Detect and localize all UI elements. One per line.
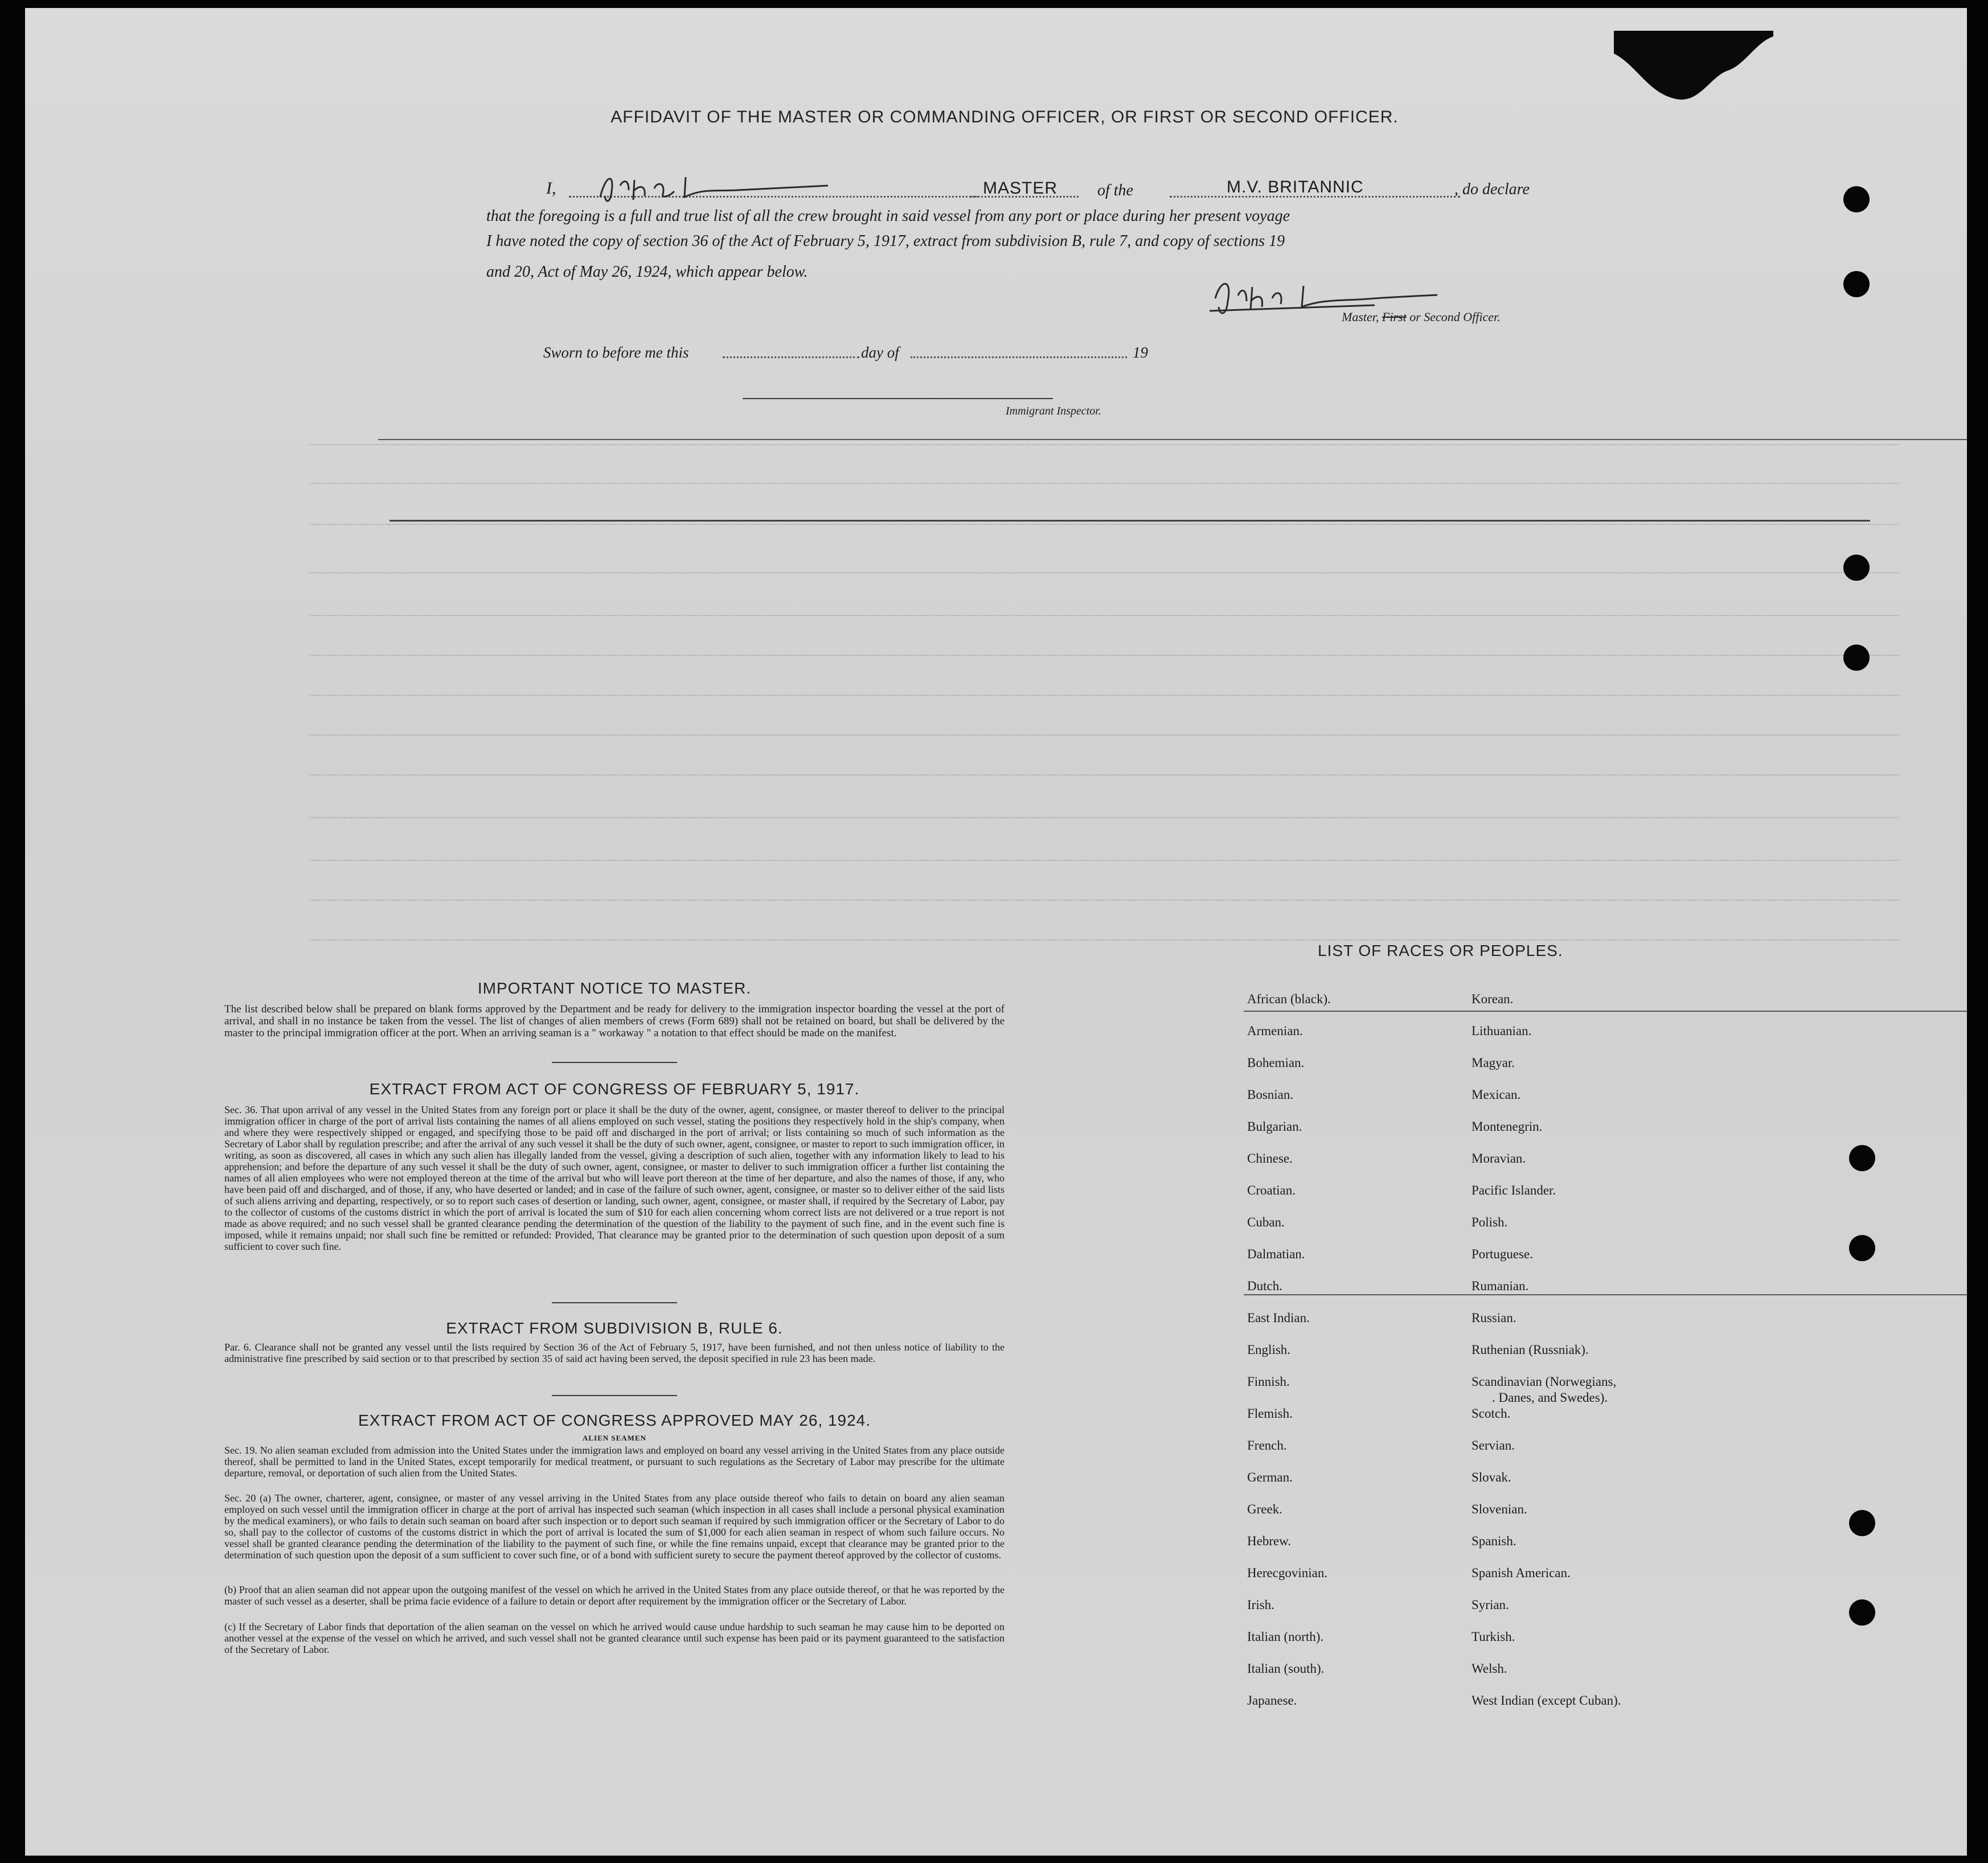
- section-divider: [552, 1395, 677, 1396]
- race-left: German.: [1247, 1470, 1293, 1484]
- extract-1924-section-19: Sec. 19. No alien seaman excluded from admission into the United States under the immigration laws and employed on board any vessel arriving in the United States from any place outside thereof, shall be permitted to land in the United States, except temporarily for medical treatment, or pursuant to such regulations as the Secretary of Labor may prescribe for the ultimate departure, removal, or deportation of such alien from the United States.: [224, 1445, 1005, 1479]
- officer-caption: [1342, 310, 1501, 325]
- affidavit-line-2: that the foregoing is a full and true list of all the crew brought in said vessel from any port or place during her present voyage: [486, 207, 1290, 225]
- bleed-through-row: [310, 640, 1899, 656]
- race-right: Moravian.: [1471, 1151, 1526, 1166]
- race-right: Montenegrin.: [1471, 1119, 1543, 1134]
- rank-value: MASTER: [983, 179, 1058, 198]
- race-left: Greek.: [1247, 1502, 1282, 1516]
- race-left: Italian (north).: [1247, 1630, 1324, 1644]
- extract-1924-section-20c: (c) If the Secretary of Labor finds that deportation of the alien seaman on the vessel on which he arrived would cause undue hardship to such seaman he may cause him to be deported on another vessel at the expense of the vessel on which he arrived, and such vessel shall not be granted clearance until such expense has been paid or its payment guaranteed to the satisfaction of the Secretary of Labor.: [224, 1621, 1005, 1655]
- notice-title: IMPORTANT NOTICE TO MASTER.: [477, 979, 752, 997]
- officer-suffix: or Second Officer.: [1409, 310, 1501, 324]
- race-left: Chinese.: [1247, 1151, 1293, 1166]
- extract-1917-title: EXTRACT FROM ACT OF CONGRESS OF FEBRUARY 5, 1917.: [369, 1080, 860, 1098]
- race-right: Mexican.: [1471, 1088, 1521, 1102]
- race-right: Russian.: [1471, 1311, 1516, 1325]
- race-left: Irish.: [1247, 1598, 1274, 1612]
- punch-hole: [1849, 1235, 1875, 1261]
- race-right: Scotch.: [1471, 1406, 1511, 1421]
- bleed-through-row: [310, 845, 1899, 861]
- year-label: 19: [1133, 344, 1148, 361]
- horizontal-rule: [1244, 1011, 1967, 1012]
- race-left: Flemish.: [1247, 1406, 1293, 1421]
- rank-blank: [970, 196, 1079, 198]
- race-right: Turkish.: [1471, 1630, 1515, 1644]
- do-declare-label: , do declare: [1454, 180, 1530, 198]
- bleed-through-row: [310, 468, 1899, 484]
- race-right: Spanish American.: [1471, 1566, 1571, 1580]
- race-right-continuation: . Danes, and Swedes).: [1492, 1390, 1608, 1405]
- race-right: Lithuanian.: [1471, 1024, 1532, 1038]
- race-right: Syrian.: [1471, 1598, 1509, 1612]
- race-left: Dalmatian.: [1247, 1247, 1305, 1261]
- officer-struck: First: [1382, 310, 1407, 324]
- race-right: Scandinavian (Norwegians,: [1471, 1374, 1617, 1389]
- affidavit-line-3: I have noted the copy of section 36 of the Act of February 5, 1917, extract from subdivision B, rule 7, and copy of sections 19: [486, 232, 1285, 250]
- punch-hole: [1843, 186, 1870, 212]
- race-right: Slovenian.: [1471, 1502, 1527, 1516]
- race-left: Croatian.: [1247, 1183, 1296, 1197]
- race-right: Pacific Islander.: [1471, 1183, 1556, 1197]
- race-left: Bulgarian.: [1247, 1119, 1302, 1134]
- race-right: West Indian (except Cuban).: [1471, 1693, 1621, 1708]
- race-left: English.: [1247, 1343, 1291, 1357]
- race-left: African (black).: [1247, 992, 1331, 1006]
- race-left: Hebrew.: [1247, 1534, 1292, 1548]
- punch-hole: [1849, 1510, 1875, 1536]
- bleed-through-row: [310, 802, 1899, 818]
- race-left: East Indian.: [1247, 1311, 1310, 1325]
- affidavit-i: I,: [546, 179, 556, 198]
- torn-corner-mark: [1614, 31, 1773, 110]
- day-of-label: day of: [861, 344, 899, 361]
- sworn-label: Sworn to before me this: [543, 344, 689, 361]
- race-left: Finnish.: [1247, 1374, 1290, 1389]
- bleed-through-row: [310, 600, 1899, 616]
- bleed-through-row: [310, 925, 1899, 941]
- section-divider: [552, 1302, 677, 1303]
- inspector-label: Immigrant Inspector.: [1006, 405, 1101, 417]
- race-left: French.: [1247, 1438, 1287, 1452]
- section-divider: [552, 1062, 677, 1063]
- race-right: Korean.: [1471, 992, 1514, 1006]
- race-right: Ruthenian (Russniak).: [1471, 1343, 1589, 1357]
- horizontal-rule: [390, 520, 1870, 522]
- race-right: Magyar.: [1471, 1056, 1515, 1070]
- race-left: Cuban.: [1247, 1215, 1285, 1229]
- punch-hole: [1849, 1599, 1875, 1626]
- document-page: [25, 8, 1967, 1856]
- race-right: Rumanian.: [1471, 1279, 1529, 1293]
- sworn-month-blank: [911, 356, 1127, 358]
- punch-hole: [1843, 645, 1870, 671]
- notice-body: The list described below shall be prepared on blank forms approved by the Department and be ready for delivery to the immigration inspector boarding the vessel at the port of arrival, and shall in no instance be taken from the vessel. The list of changes of alien members of crews (Form 689) shall not be retained on board, but shall be delivered by the master to the principal immigration officer at the port. When an arriving seaman is a " workaway " a notation to that effect should be made on the manifest.: [224, 1003, 1005, 1039]
- extract-1924-subtitle: ALIEN SEAMEN: [582, 1434, 647, 1442]
- bleed-through-row: [310, 760, 1899, 775]
- bleed-through-row: [310, 720, 1899, 736]
- race-left: Japanese.: [1247, 1693, 1297, 1708]
- extract-1924-section-20b: (b) Proof that an alien seaman did not appear upon the outgoing manifest of the vessel on which he arrived in the United States from any place outside thereof, or that he was reported by the master of such vessel as a deserter, shall be prima facie evidence of a failure to detain or deport after requirement by the immigration officer or the Secretary of Labor.: [224, 1584, 1005, 1607]
- extract-1924-title: EXTRACT FROM ACT OF CONGRESS APPROVED MAY 26, 1924.: [358, 1411, 871, 1429]
- extract-1917-body: Sec. 36. That upon arrival of any vessel in the United States from any foreign port or place it shall be the duty of the owner, agent, consignee, or master thereof to deliver to the principal immigration officer in charge of the port of arrival lists containing the names of all aliens employed on such vessel, stating the positions they respectively hold in the ship's company, when and where they were respectively shipped or engaged, and specifying those to be paid off and discharged in the port of arrival; or lists containing so much of such information as the Secretary of Labor shall by regulation prescribe; and after the arrival of any such vessel it shall be the duty of such owner, agent, consignee, or master to report to such immigration officer, in writing, as soon as discovered, all cases in which any such alien has illegally landed from the vessel, giving a description of such alien, together with any information likely to lead to his apprehension; and before the departure of any such vessel it shall be the duty of such owner, agent, consignee, or master to deliver to such immigration officer a further list containing the names of all alien employees who were not employed thereon at the time of the arrival but who will leave port thereon at the time of her departure, and also the names of those, if any, who have been paid off and discharged, and of those, if any, who have deserted or landed; and in case of the failure of such owner, agent, consignee, or master so to deliver either of the said lists of such aliens arriving and departing, respectively, or so to report such cases of desertion or landing, such owner, agent, consignee, or master shall, if required by the Secretary of Labor, pay to the collector of customs of the customs district in which the port of arrival is located the sum of $10 for each alien concerning whom correct lists are not delivered or a true report is not made as above required; and no such vessel shall be granted clearance pending the determination of the question of the liability to the payment of such fine, and in the event such fine is imposed, while it remains unpaid; nor shall such fine be remitted or refunded: Provided, That clearance may be granted prior to the determination of such question upon deposit of a sum sufficient to cover such fine.: [224, 1104, 1005, 1252]
- inspector-signature-line: [743, 398, 1053, 399]
- vessel-value: M.V. BRITANNIC: [1227, 178, 1364, 196]
- races-title: LIST OF RACES OR PEOPLES.: [1318, 942, 1563, 959]
- race-right: Slovak.: [1471, 1470, 1511, 1484]
- sworn-day-blank: [723, 356, 859, 358]
- bleed-through-row: [310, 509, 1899, 525]
- punch-hole: [1843, 555, 1870, 581]
- extract-rule6-body: Par. 6. Clearance shall not be granted any vessel until the lists required by Section 36 of the Act of February 5, 1917, have been furnished, and not then unless notice of liability to the administrative fine prescribed by said section or to that prescribed by section 35 of said act having been served, the deposit specified in rule 23 has been made.: [224, 1341, 1005, 1364]
- bleed-through-row: [310, 429, 1899, 445]
- race-left: Dutch.: [1247, 1279, 1282, 1293]
- extract-rule6-title: EXTRACT FROM SUBDIVISION B, RULE 6.: [446, 1319, 783, 1337]
- race-right: Portuguese.: [1471, 1247, 1533, 1261]
- race-right: Servian.: [1471, 1438, 1515, 1452]
- race-left: Herecgovinian.: [1247, 1566, 1328, 1580]
- extract-1924-section-20a: Sec. 20 (a) The owner, charterer, agent, consignee, or master of any vessel arriving in the United States from any place outside thereof who fails to detain on board any alien seaman employed on such vessel until the immigration officer in charge at the port of arrival has inspected such seaman (which inspection in all cases shall include a personal physical examination by the medical examiners), or who fails to detain such seaman on board after such inspection or to deport such seaman if required by such immigration officer or the Secretary of Labor to do so, shall pay to the collector of customs of the customs district in which the port of arrival is located the sum of $1,000 for each alien seaman in respect of whom such failure occurs. No vessel shall be granted clearance pending the determination of the liability to the payment of such fine, or while the fine remains unpaid, except that clearance may be granted prior to the determination of such question upon the deposit of a sum sufficient to cover such fine, or of a bond with sufficient surety to secure the payment thereof approved by the collector of customs.: [224, 1492, 1005, 1561]
- race-left: Bohemian.: [1247, 1056, 1305, 1070]
- bleed-through-row: [310, 885, 1899, 901]
- horizontal-rule: [378, 439, 1967, 440]
- race-left: Bosnian.: [1247, 1088, 1294, 1102]
- race-right: Polish.: [1471, 1215, 1508, 1229]
- affidavit-title: AFFIDAVIT OF THE MASTER OR COMMANDING OFFICER, OR FIRST OR SECOND OFFICER.: [610, 108, 1399, 126]
- punch-hole: [1849, 1145, 1875, 1171]
- of-the-label: of the: [1097, 182, 1133, 199]
- affidavit-line-4: and 20, Act of May 26, 1924, which appear below.: [486, 263, 808, 281]
- race-left: Armenian.: [1247, 1024, 1303, 1038]
- race-right: Welsh.: [1471, 1661, 1507, 1676]
- race-right: Spanish.: [1471, 1534, 1516, 1548]
- bleed-through-row: [310, 680, 1899, 696]
- race-left: Italian (south).: [1247, 1661, 1325, 1676]
- officer-prefix: Master,: [1342, 310, 1379, 324]
- punch-hole: [1843, 271, 1870, 297]
- master-signature: [589, 169, 839, 208]
- bleed-through-row: [310, 557, 1899, 573]
- horizontal-rule: [1244, 1294, 1967, 1295]
